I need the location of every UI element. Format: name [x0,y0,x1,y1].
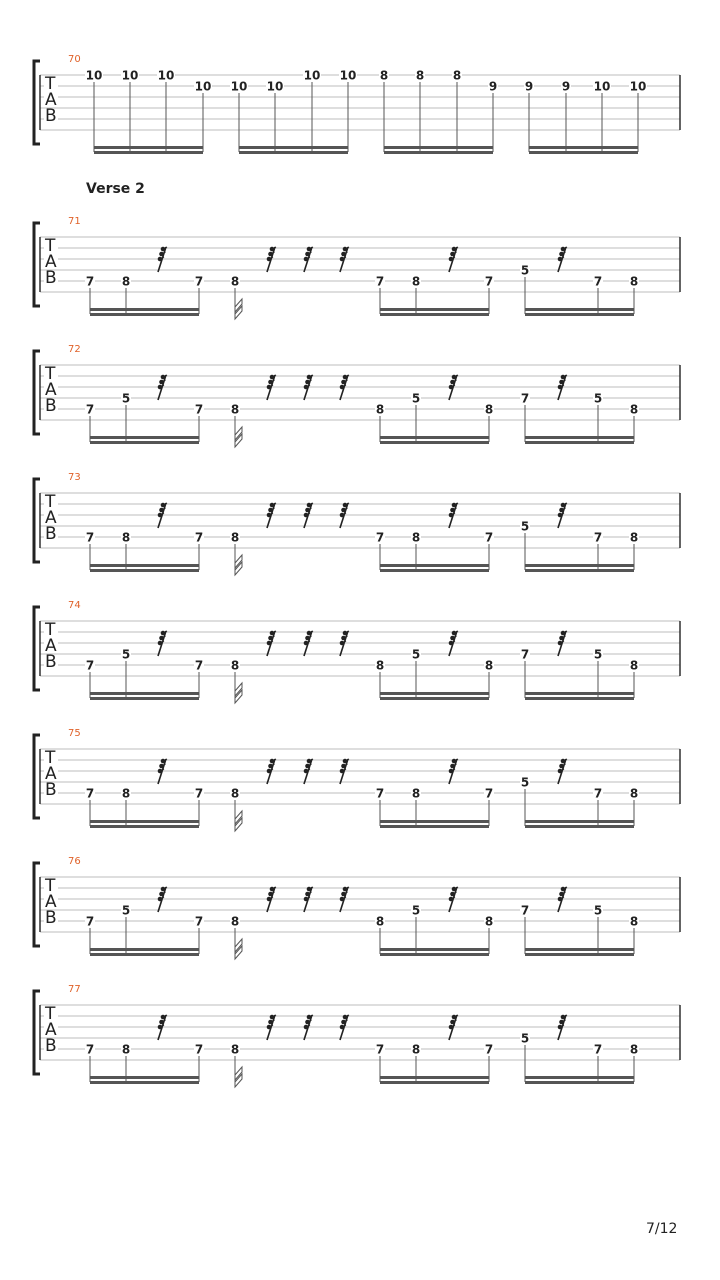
tab-clef-letter: T [45,876,56,896]
fret-number: 5 [121,903,131,918]
fret-number: 8 [375,914,385,929]
tab-clef-letter: T [45,620,56,640]
fret-number: 9 [524,79,534,94]
tab-clef-letter: B [45,106,57,126]
system-bracket [34,61,40,144]
fret-number: 8 [411,1042,421,1057]
fret-number: 7 [194,658,204,673]
beam [525,820,634,823]
beam [90,441,199,444]
measure-number: 72 [68,344,81,355]
beam [380,825,489,828]
fret-number: 10 [593,79,611,94]
fret-number: 5 [593,647,603,662]
fret-number: 7 [484,274,494,289]
measure-number: 77 [68,984,81,995]
beam [525,564,634,567]
measure-number: 70 [68,54,81,65]
fret-number: 5 [520,263,530,278]
beam [380,436,489,439]
fret-number: 8 [484,914,494,929]
fret-number: 7 [520,903,530,918]
beam [380,441,489,444]
beam [94,151,203,154]
fret-number: 7 [520,647,530,662]
system-bracket [34,991,40,1074]
beam [90,953,199,956]
beam [90,948,199,951]
fret-number: 10 [303,68,321,83]
fret-number: 8 [629,402,639,417]
fret-number: 8 [230,658,240,673]
tab-clef-letter: A [45,380,57,400]
fret-number: 5 [593,391,603,406]
fret-number: 7 [85,914,95,929]
beam [90,697,199,700]
tab-clef-letter: A [45,252,57,272]
fret-number: 10 [629,79,647,94]
fret-number: 7 [375,786,385,801]
fret-number: 7 [520,391,530,406]
beam [384,146,493,149]
fret-number: 7 [593,274,603,289]
beam [384,151,493,154]
fret-number: 8 [484,658,494,673]
beam [90,308,199,311]
tab-clef-letter: T [45,236,56,256]
tab-clef-letter: T [45,748,56,768]
beam [380,820,489,823]
beam [525,825,634,828]
beam [529,151,638,154]
tab-clef-letter: A [45,1020,57,1040]
beam [380,692,489,695]
tab-clef-letter: A [45,764,57,784]
fret-number: 8 [629,786,639,801]
beam [525,1081,634,1084]
fret-number: 5 [520,775,530,790]
fret-number: 7 [85,402,95,417]
fret-number: 5 [520,519,530,534]
tab-clef-letter: B [45,1036,57,1056]
beam [90,825,199,828]
beam [525,441,634,444]
beam [380,697,489,700]
beam [90,1076,199,1079]
fret-number: 10 [339,68,357,83]
fret-number: 8 [121,274,131,289]
beam [525,436,634,439]
beam [90,820,199,823]
system-bracket [34,863,40,946]
tab-clef-letter: A [45,892,57,912]
beam [380,569,489,572]
measure-number: 75 [68,728,81,739]
fret-number: 7 [194,786,204,801]
system-bracket [34,479,40,562]
tab-clef-letter: T [45,364,56,384]
fret-number: 7 [194,530,204,545]
tab-clef-letter: B [45,780,57,800]
beam [380,1076,489,1079]
fret-number: 8 [121,530,131,545]
fret-number: 8 [230,274,240,289]
fret-number: 8 [121,786,131,801]
fret-number: 8 [375,402,385,417]
fret-number: 8 [629,658,639,673]
fret-number: 7 [85,658,95,673]
fret-number: 8 [230,402,240,417]
section-label: Verse 2 [86,181,145,197]
beam [380,948,489,951]
tab-clef-letter: A [45,90,57,110]
beam [525,313,634,316]
fret-number: 8 [629,274,639,289]
fret-number: 5 [411,647,421,662]
fret-number: 5 [520,1031,530,1046]
fret-number: 8 [375,658,385,673]
tab-clef-letter: A [45,636,57,656]
fret-number: 8 [411,274,421,289]
fret-number: 8 [411,530,421,545]
fret-number: 5 [121,391,131,406]
beam [380,564,489,567]
fret-number: 8 [484,402,494,417]
fret-number: 5 [411,903,421,918]
measure-number: 71 [68,216,81,227]
beam [90,564,199,567]
tab-clef-letter: B [45,396,57,416]
fret-number: 7 [375,274,385,289]
measure-number: 76 [68,856,81,867]
fret-number: 7 [85,1042,95,1057]
fret-number: 7 [484,530,494,545]
beam [525,308,634,311]
fret-number: 9 [561,79,571,94]
fret-number: 7 [85,530,95,545]
tab-clef-letter: B [45,524,57,544]
fret-number: 7 [593,530,603,545]
beam [529,146,638,149]
beam [525,692,634,695]
fret-number: 8 [629,530,639,545]
fret-number: 8 [415,68,425,83]
fret-number: 9 [488,79,498,94]
fret-number: 8 [452,68,462,83]
fret-number: 8 [629,914,639,929]
fret-number: 7 [484,786,494,801]
fret-number: 7 [194,1042,204,1057]
fret-number: 8 [411,786,421,801]
fret-number: 7 [85,786,95,801]
fret-number: 10 [230,79,248,94]
tab-clef-letter: B [45,268,57,288]
beam [380,953,489,956]
tab-clef-letter: B [45,908,57,928]
fret-number: 8 [230,1042,240,1057]
beam [239,151,348,154]
tab-clef-letter: T [45,492,56,512]
tab-clef-letter: B [45,652,57,672]
system-bracket [34,351,40,434]
fret-number: 8 [230,786,240,801]
fret-number: 5 [411,391,421,406]
fret-number: 8 [230,530,240,545]
system-bracket [34,223,40,306]
beam [90,692,199,695]
fret-number: 8 [230,914,240,929]
measure-number: 73 [68,472,81,483]
fret-number: 8 [121,1042,131,1057]
fret-number: 7 [194,274,204,289]
system-bracket [34,735,40,818]
fret-number: 10 [266,79,284,94]
fret-number: 10 [121,68,139,83]
tab-clef-letter: A [45,508,57,528]
fret-number: 5 [593,903,603,918]
beam [380,313,489,316]
page-number: 7/12 [646,1221,678,1237]
beam [380,308,489,311]
beam [525,697,634,700]
fret-number: 10 [157,68,175,83]
fret-number: 7 [484,1042,494,1057]
beam [525,953,634,956]
beam [525,948,634,951]
fret-number: 7 [593,1042,603,1057]
fret-number: 7 [194,402,204,417]
beam [90,569,199,572]
fret-number: 7 [375,1042,385,1057]
beam [380,1081,489,1084]
fret-number: 7 [194,914,204,929]
beam [525,569,634,572]
measure-number: 74 [68,600,81,611]
tab-clef-letter: T [45,1004,56,1024]
fret-number: 10 [85,68,103,83]
tab-clef-letter: T [45,74,56,94]
beam [90,313,199,316]
beam [90,436,199,439]
fret-number: 8 [379,68,389,83]
beam [94,146,203,149]
fret-number: 10 [194,79,212,94]
fret-number: 5 [121,647,131,662]
beam [525,1076,634,1079]
fret-number: 7 [375,530,385,545]
fret-number: 7 [593,786,603,801]
fret-number: 8 [629,1042,639,1057]
beam [90,1081,199,1084]
fret-number: 7 [85,274,95,289]
beam [239,146,348,149]
system-bracket [34,607,40,690]
